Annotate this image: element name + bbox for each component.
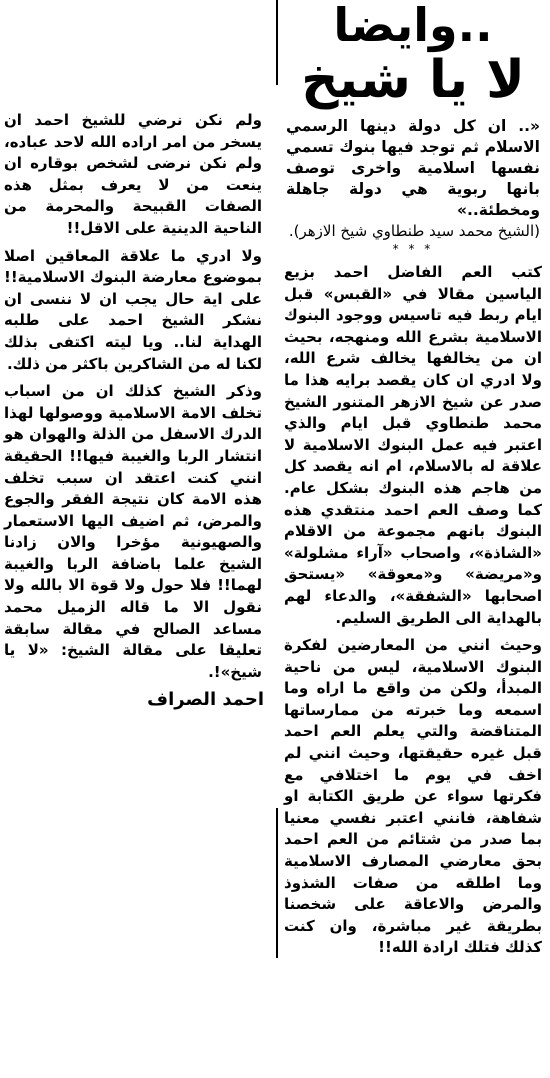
right-paragraph-1: كتب العم الفاضل احمد بزيع الياسين مقالا في «القبس» قبل ايام ربط فيه تاسيس ووجود البنوك الاسلامية بشرع الله ومنهجه، بحيث ان من يخالفها يخالف شرع الله، ولا ادري ان كان يقصد برايه هذا ما صدر عن شيخ الازهر المتنور الشيخ محمد طنطاوي قبل ايام والذي اعتبر فيه عمل البنوك الاسلامية لا علاقة له بالاسلام، ام انه يقصد كل من هاجم هذه البنوك بشكل عام. كما وصف العم احمد منتقدي هذه البنوك بانهم مجموعة من الاقلام «الشاذة»، واصحاب «آراء مشلولة» و«مريضة» و«معوقة» «يستحق اصحابها «الشفقة»، والدعاء لهم بالهداية الى الطريق السليم. [284, 263, 542, 627]
left-paragraph-2: ولا ادري ما علاقة المعاقين اصلا بموضوع معارضة البنوك الاسلامية!! على اية حال يجب ان لا ننسى ان نشكر الشيخ احمد على طلبه الهداية لنا.. ويا ليته اكتفى بذلك لكنا له من الشاكرين باكثر من ذلك. [4, 246, 262, 373]
section-separator: * * * [392, 242, 434, 256]
left-column [0, 110, 272, 710]
left-paragraph-3: وذكر الشيخ كذلك ان من اسباب تخلف الامة الاسلامية ووصولها لهذا الدرك الاسفل من الذلة والهوان هو انتشار الربا والغيبة فيها!! الحقيقة انني كنت اعتقد ان سبب تخلف هذه الامة كان نتيجة الفقر والجوع والمرض، ثم اضيف اليها الاستعمار والصهيونية مؤخرا والان زادنا الشيخ علما باضافة الربا والغيبة لهما!! فلا حول ولا قوة الا بالله ولا نقول الا ما قاله الزميل محمد مساعد الصالح في مقالة سابقة تعليقا على مقالة الشيخ: «لا يا شيخ»!. [4, 382, 262, 681]
left-paragraph-1: ولم نكن نرضي للشيخ احمد ان يسخر من امر اراده الله لاحد عباده، ولم نكن نرضى لشخص بوقاره ان ينعت من لا يعرف بمثل هذه الصفات القبيحة والمحرمة من الناحية الدينية على الاقل!! [4, 111, 262, 237]
headline-line-2: لا يا شيخ [301, 50, 525, 110]
right-paragraph-2: وحيث انني من المعارضين لفكرة البنوك الاسلامية، ليس من ناحية المبدأ، ولكن من واقع ما اراه وما اسمعه وما خبرته من ممارساتها المتناقضة والتي يعلم العم احمد قبل غيره حقيقتها، وحيث انني لم اخف في يوم ما اختلافي مع فكرتها سواء عن طريق الكتابة او شفاهة، فانني اعتبر نفسي معنيا بما صدر من شتائم من العم احمد بحق معارضي المصارف الاسلامية وما اطلقه من صفات الشذوذ والمرض والاعاقة على شخصنا بطريقة غير مباشرة، وان كنت كذلك فتلك ارادة الله!! [284, 636, 542, 957]
right-column [280, 0, 546, 965]
opening-quote: «.. ان كل دولة دينها الرسمي الاسلام ثم توجد فيها بنوك تسمي نفسها اسلامية واخرى توصف بانها ربوية هي دولة جاهلة ومخطئة..» [286, 117, 540, 219]
right-column-body [280, 262, 546, 959]
left-column-body [0, 110, 272, 683]
column-divider-top [276, 0, 278, 85]
author-signature: احمد الصراف [147, 689, 264, 711]
headline [280, 0, 546, 110]
quote-attribution: (الشيخ محمد سيد طنطاوي شيخ الازهر). [288, 222, 540, 240]
column-divider-bottom [276, 808, 278, 958]
headline-line-1: ..وايضا [333, 0, 493, 52]
